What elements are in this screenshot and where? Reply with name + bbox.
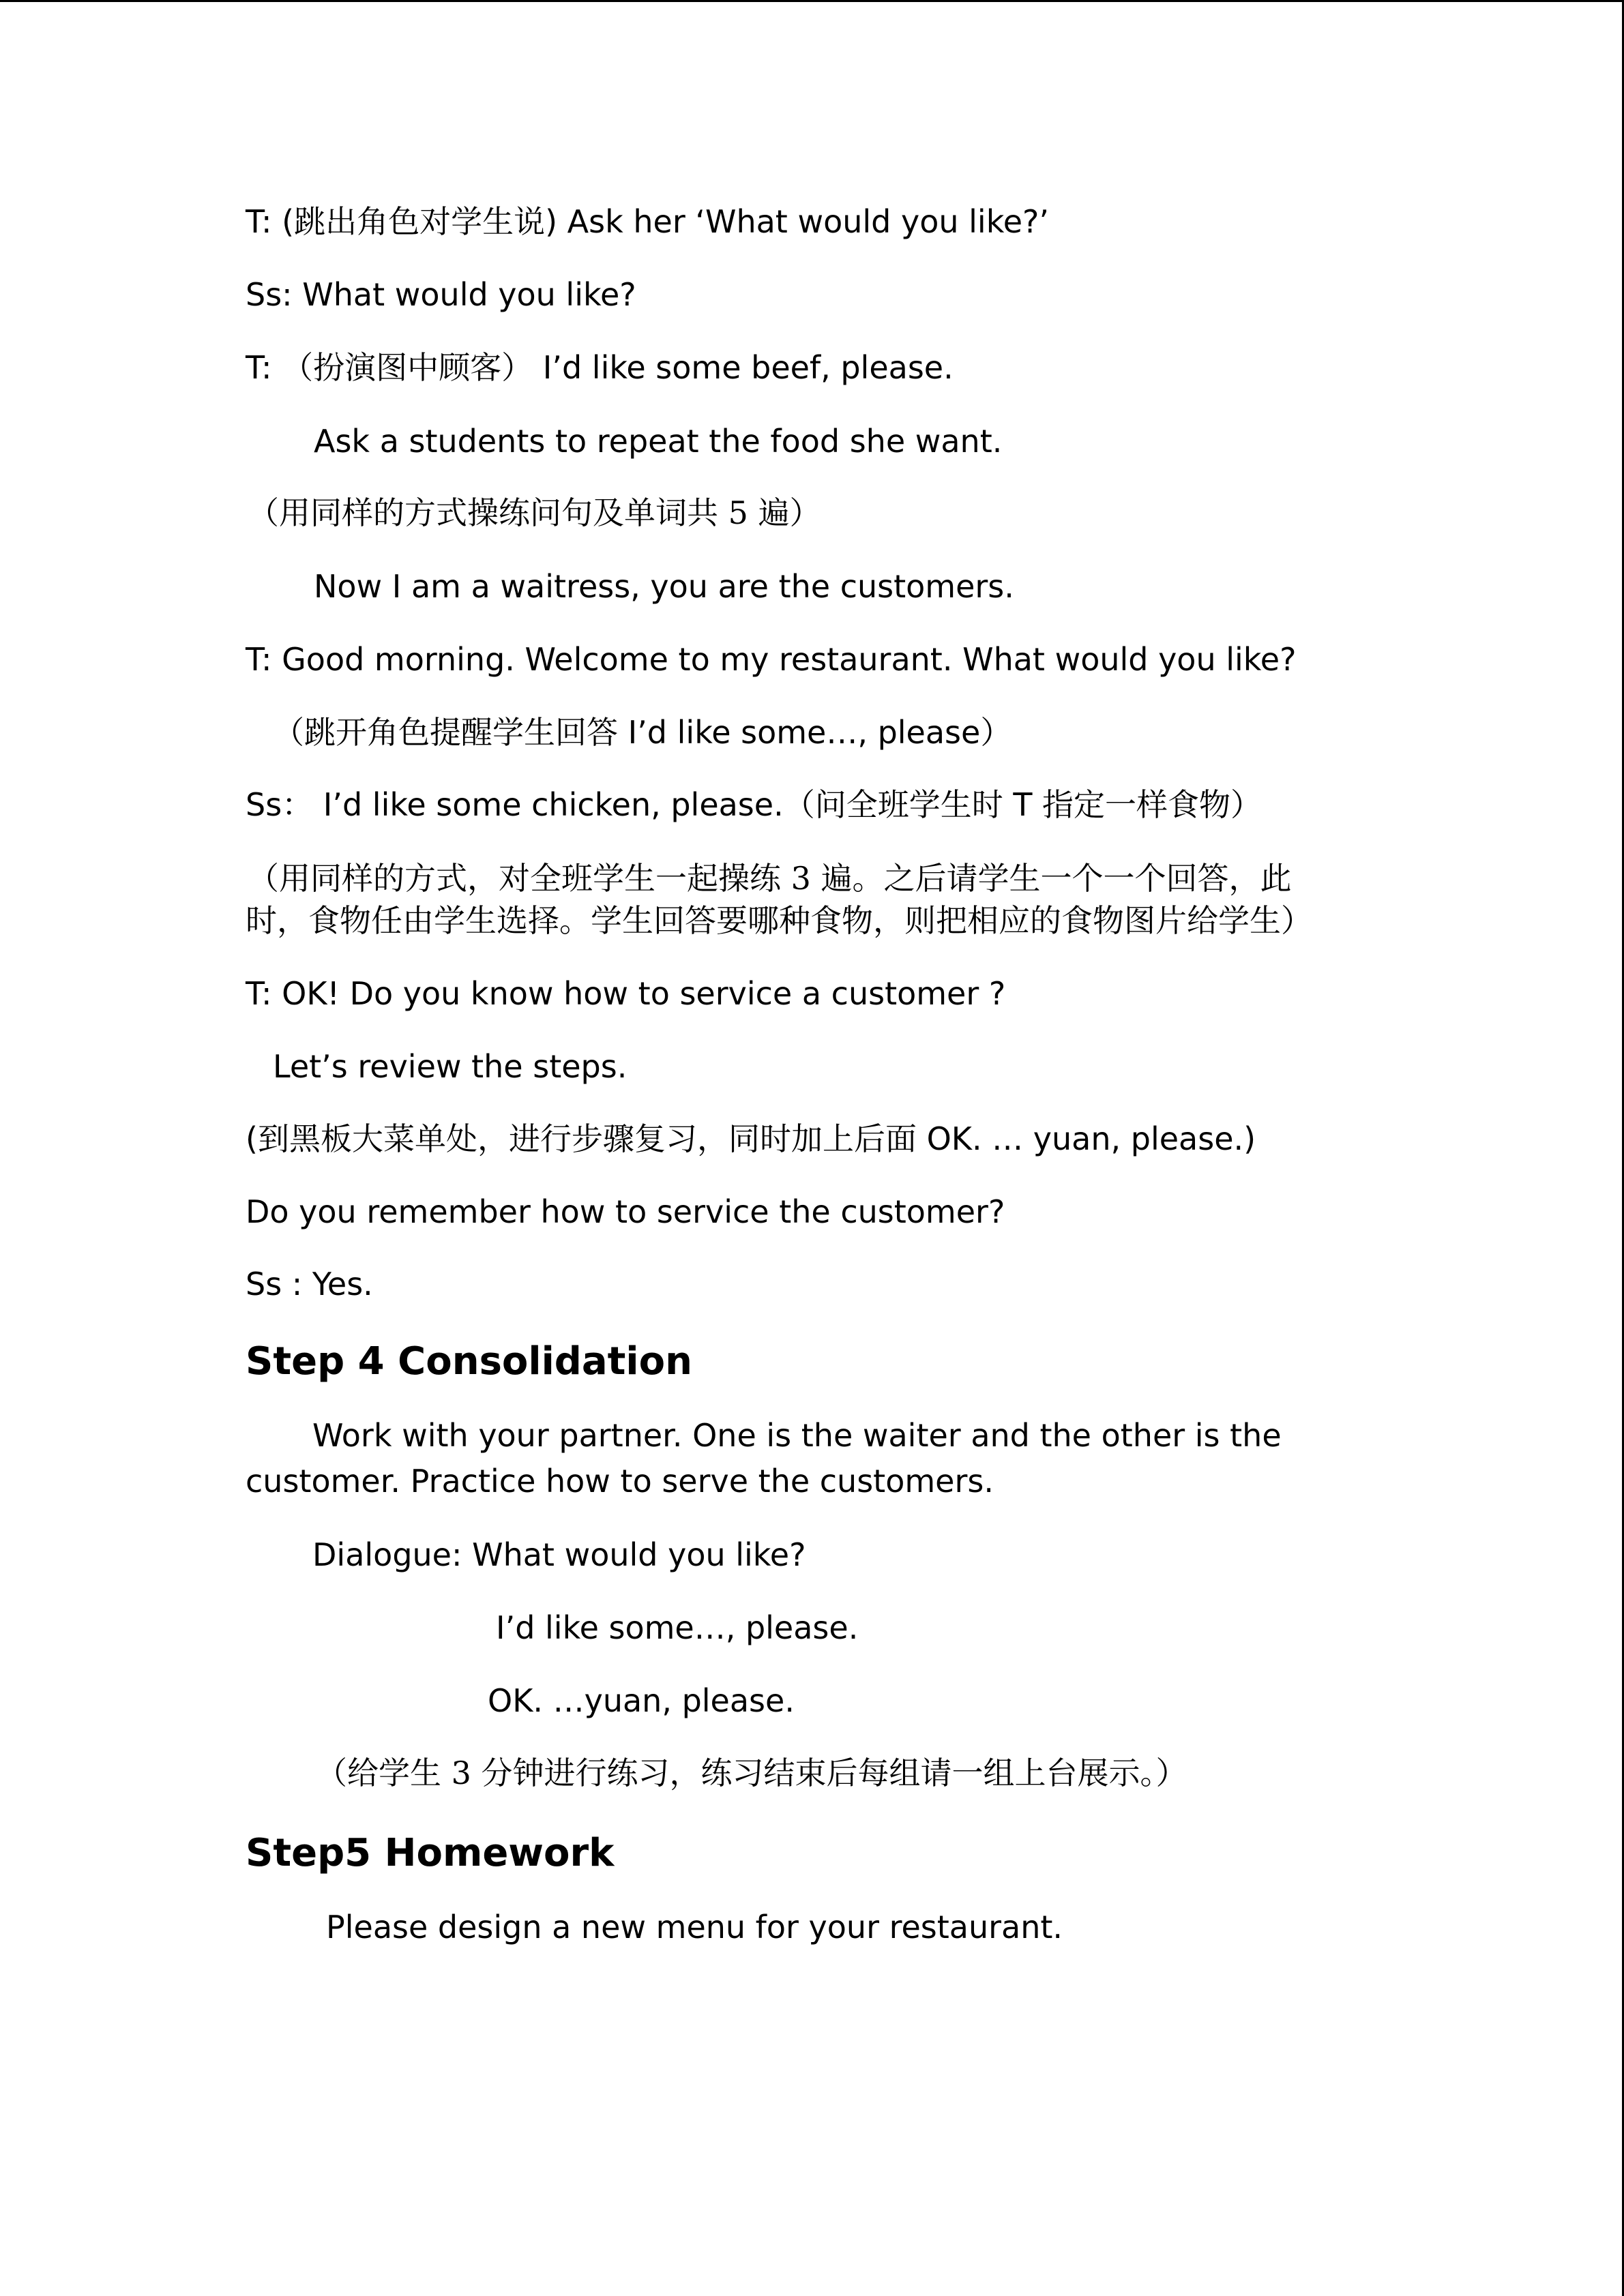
dialogue-line-3: T: （扮演图中顾客） I’d like some beef, please. [246, 349, 954, 386]
dialogue-line-15: Ss : Yes. [246, 1266, 373, 1302]
dialogue-line-10a: （用同样的方式，对全班学生一起操练 3 遍。之后请学生一个一个回答，此 [248, 860, 1292, 897]
dialogue-line-5: （用同样的方式操练问句及单词共 5 遍） [248, 494, 821, 531]
dialogue-line-12: Let’s review the steps. [273, 1048, 628, 1085]
dialogue-line-10b: 时，食物任由学生选择。学生回答要哪种食物，则把相应的食物图片给学生） [246, 902, 1312, 939]
step4-dialogue-line-1: Dialogue: What would you like? [312, 1536, 806, 1573]
step4-dialogue-line-2: I’d like some…, please. [496, 1609, 859, 1646]
dialogue-line-4: Ask a students to repeat the food she want. [314, 423, 1003, 460]
dialogue-line-1: T: (跳出角色对学生说) Ask her ‘What would you like?’ [246, 203, 1050, 240]
step4-heading: Step 4 Consolidation [246, 1339, 692, 1384]
step5-heading: Step5 Homework [246, 1831, 615, 1875]
dialogue-line-8: （跳开角色提醒学生回答 I’d like some…, please） [273, 714, 1012, 751]
dialogue-line-13: (到黑板大菜单处，进行步骤复习，同时加上后面 OK. … yuan, please.) [246, 1120, 1256, 1157]
step4-paragraph-line-2: customer. Practice how to serve the customers. [246, 1463, 994, 1500]
page-top-border [0, 0, 1624, 2]
step4-note: （给学生 3 分钟进行练习，练习结束后每组请一组上台展示。） [316, 1755, 1187, 1791]
dialogue-line-2: Ss: What would you like? [246, 276, 636, 313]
dialogue-line-7: T: Good morning. Welcome to my restaurant. What would you like? [246, 641, 1297, 678]
step5-paragraph: Please design a new menu for your restaurant. [326, 1909, 1063, 1945]
dialogue-line-11: T: OK! Do you know how to service a customer ? [246, 975, 1006, 1012]
step4-dialogue-line-3: OK. …yuan, please. [488, 1682, 795, 1719]
step4-paragraph-line-1: Work with your partner. One is the waiter and the other is the [312, 1417, 1282, 1454]
dialogue-line-9: Ss： I’d like some chicken, please.（问全班学生时 T 指定一样食物） [246, 786, 1263, 823]
dialogue-line-14: Do you remember how to service the customer? [246, 1193, 1005, 1230]
dialogue-line-6: Now I am a waitress, you are the customers. [314, 568, 1014, 605]
